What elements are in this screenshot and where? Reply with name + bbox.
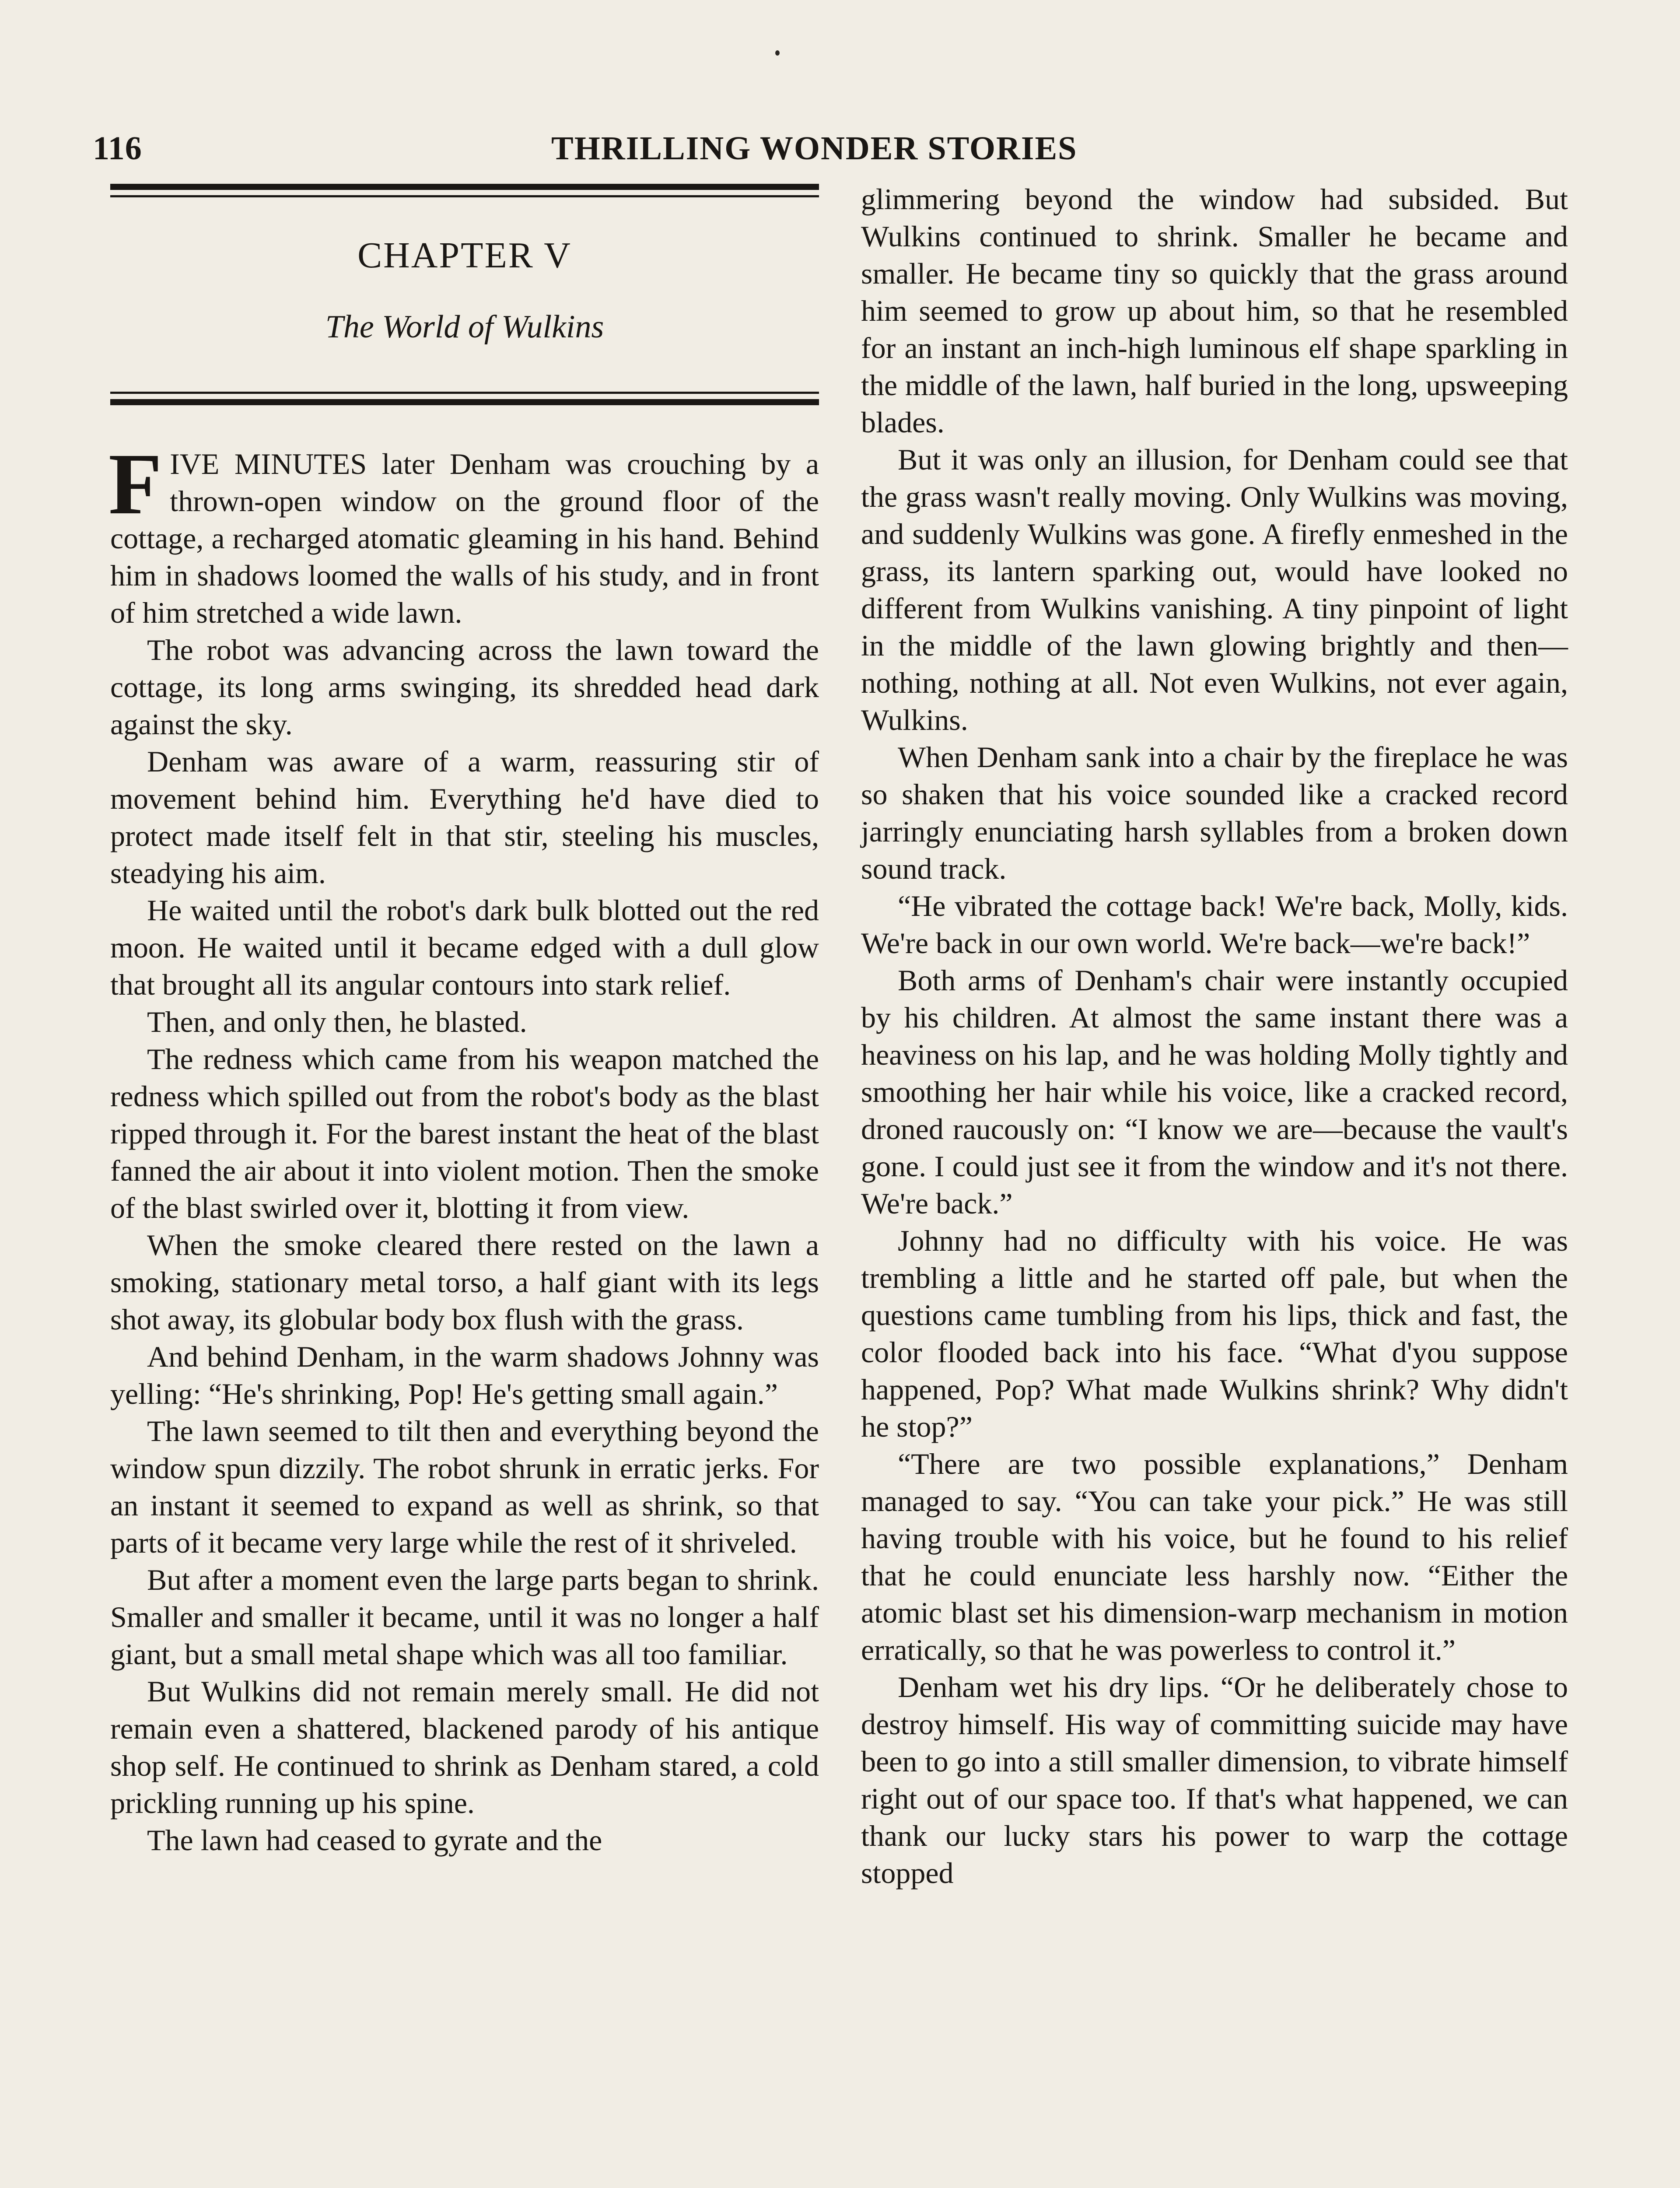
paragraph: Denham was aware of a warm, reassuring stir of movement behind him. Everything he'd have died to protect made itself felt in that stir, steeling his muscles, steadying his aim. <box>110 745 819 890</box>
paragraph: But after a moment even the large parts began to shrink. Smaller and smaller it became, until it was no longer a half giant, but a small metal shape which was all too familiar. <box>110 1563 819 1671</box>
paragraph: The lawn seemed to tilt then and everything beyond the window spun dizzily. The robot shrunk in erratic jerks. For an instant it seemed to expand as well as shrink, so that parts of it became very large while the rest of it shriveled. <box>110 1414 819 1559</box>
magazine-title: THRILLING WONDER STORIES <box>551 130 1078 167</box>
paragraph: Johnny had no difficulty with his voice. He was trembling a little and he started off pale, but when the questions came tumbling from his lips, thick and fast, the color flooded back into his face. “What d'you suppose happened, Pop? What made Wulkins shrink? Why didn't he stop?” <box>861 1224 1568 1443</box>
paragraph: The robot was advancing across the lawn toward the cottage, its long arms swinging, its shredded head dark against the sky. <box>110 633 819 741</box>
paragraph: But it was only an illusion, for Denham could see that the grass wasn't really moving. Only Wulkins was moving, and suddenly Wulkins was gone. A firefly enmeshed in the grass, its lantern sparking out, would have looked no different from Wulkins vanishing. A tiny pinpoint of light in the middle of the lawn glowing brightly and then—nothing, nothing at all. Not even Wulkins, not ever again, Wulkins. <box>861 443 1568 736</box>
ink-speck <box>775 50 780 56</box>
page-number: 116 <box>93 130 142 167</box>
paragraph: “He vibrated the cottage back! We're back, Molly, kids. We're back in our own world. We're back—we're back!” <box>861 889 1568 960</box>
paragraph: Then, and only then, he blasted. <box>147 1005 527 1038</box>
paragraph: Both arms of Denham's chair were instantly occupied by his children. At almost the same instant there was a heaviness on his lap, and he was holding Molly tightly and smoothing her hair while his voice, like a cracked record, droned raucously on: “I know we are—because the vault's gone. I could just see it from the window and it's not there. We're back.” <box>861 964 1568 1220</box>
top-rule-thick <box>110 184 819 190</box>
chapter-title: CHAPTER V <box>357 235 572 276</box>
paragraph: Denham wet his dry lips. “Or he deliberately chose to destroy himself. His way of committing suicide may have been to go into a still smaller dimension, to vibrate himself right out of our space too. If that's what happened, we can thank our lucky stars his power to warp the cottage stopped <box>861 1670 1568 1890</box>
paragraph: The redness which came from his weapon matched the redness which spilled out from the robot's body as the blast ripped through it. For the barest instant the heat of the blast fanned the air about it into violent motion. Then the smoke of the blast swirled over it, blotting it from view. <box>110 1042 819 1224</box>
opening-paragraph <box>108 436 819 631</box>
continued-paragraph: glimmering beyond the window had subsided. But Wulkins continued to shrink. Smaller he became and smaller. He became tiny so quickly that the grass around him seemed to grow up about him, so that he resembled for an instant an inch-high luminous elf shape sparkling in the middle of the lawn, half buried in the long, upsweeping blades. <box>861 182 1568 439</box>
opening-paragraph-text: IVE MINUTES later Denham was crouching by a thrown-open window on the ground floor of the cottage, a recharged atomatic gleaming in his hand. Behind him in shadows loomed the walls of his study, and in front of him stretched a wide lawn. <box>110 447 819 629</box>
bottom-rule-thin <box>110 392 819 394</box>
paragraph: But Wulkins did not remain merely small. He did not remain even a shattered, blackened parody of his antique shop self. He continued to shrink as Denham stared, a cold prickling running up his spine. <box>110 1675 819 1820</box>
left-column <box>108 436 819 1859</box>
paragraph: The lawn had ceased to gyrate and the <box>147 1823 602 1857</box>
bottom-rule-thick <box>110 399 819 405</box>
chapter-subtitle: The World of Wulkins <box>325 309 604 345</box>
paragraph: When Denham sank into a chair by the fireplace he was so shaken that his voice sounded like a cracked record jarringly enunciating harsh syllables from a broken down sound track. <box>861 740 1568 885</box>
drop-cap: F <box>108 436 162 533</box>
paragraph: “There are two possible explanations,” Denham managed to say. “You can take your pick.” He was still having trouble with his voice, but he found to his relief that he could enunciate less harshly now. “Either the atomic blast set his dimension-warp mechanism in motion erratically, so that he was powerless to control it.” <box>861 1447 1568 1666</box>
paragraph: And behind Denham, in the warm shadows Johnny was yelling: “He's shrinking, Pop! He's getting small again.” <box>110 1340 819 1410</box>
right-column <box>861 181 1568 1892</box>
paragraph: He waited until the robot's dark bulk blotted out the red moon. He waited until it became edged with a dull glow that brought all its angular contours into stark relief. <box>110 894 819 1001</box>
paragraph: When the smoke cleared there rested on the lawn a smoking, stationary metal torso, a half giant with its legs shot away, its globular body box flush with the grass. <box>110 1228 819 1336</box>
top-rule-thin <box>110 195 819 197</box>
